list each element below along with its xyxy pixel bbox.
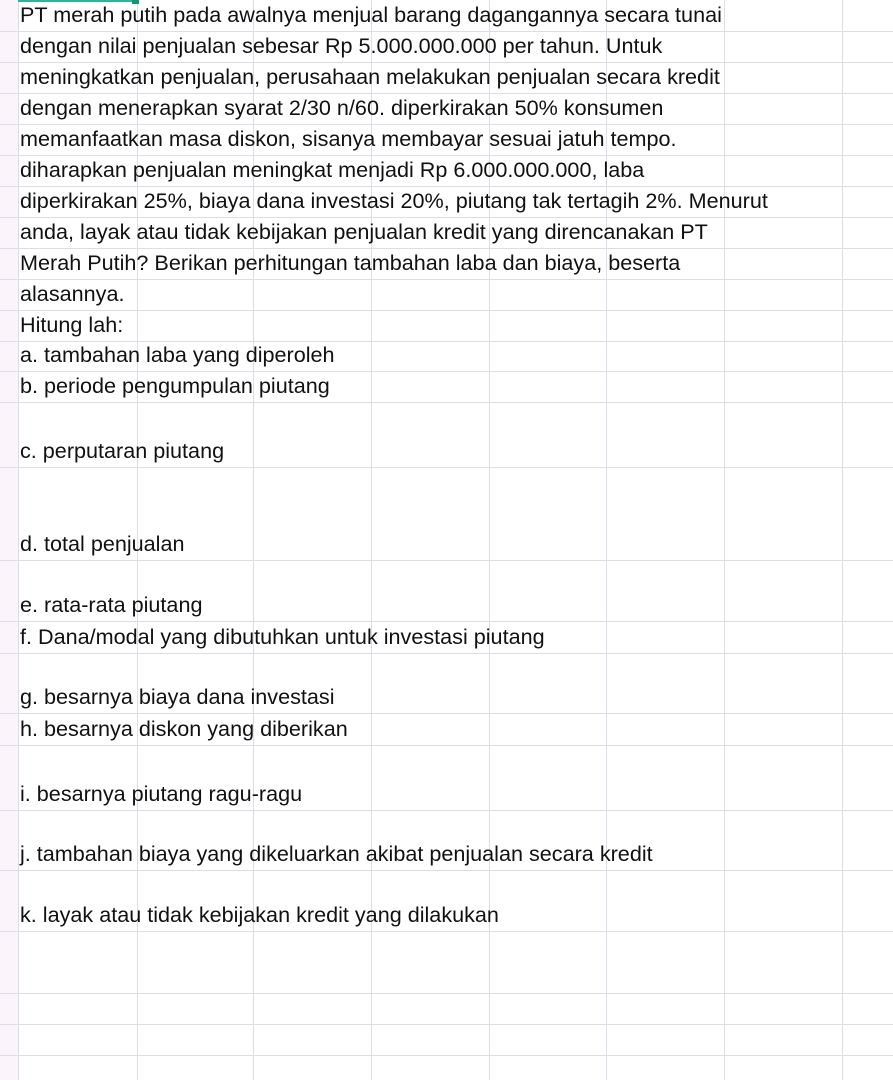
row-gridline xyxy=(0,93,893,94)
cell-text[interactable]: Hitung lah: xyxy=(20,312,124,337)
cell-text[interactable]: memanfaatkan masa diskon, sisanya membayar sesuai jatuh tempo. xyxy=(20,126,677,151)
cell-text[interactable]: c. perputaran piutang xyxy=(20,438,225,463)
row-gridline xyxy=(0,31,893,32)
column-gridline xyxy=(724,0,725,1080)
cell-text[interactable]: Merah Putih? Berikan perhitungan tambahan laba dan biaya, beserta xyxy=(20,250,681,275)
cell-text[interactable]: k. layak atau tidak kebijakan kredit yang dilakukan xyxy=(20,902,499,927)
cell-text[interactable]: e. rata-rata piutang xyxy=(20,592,203,617)
cell-text[interactable]: alasannya. xyxy=(20,281,125,306)
row-gridline xyxy=(0,124,893,125)
row-gridline xyxy=(0,560,893,561)
cell-text[interactable]: dengan menerapkan syarat 2/30 n/60. diperkirakan 50% konsumen xyxy=(20,95,664,120)
row-gridline xyxy=(0,1055,893,1056)
row-gridline xyxy=(0,155,893,156)
cell-text[interactable]: j. tambahan biaya yang dikeluarkan akibat penjualan secara kredit xyxy=(20,841,653,866)
row-gridline xyxy=(0,217,893,218)
cell-text[interactable]: b. periode pengumpulan piutang xyxy=(20,373,330,398)
row-gridline xyxy=(0,248,893,249)
cell-text[interactable]: meningkatkan penjualan, perusahaan melakukan penjualan secara kredit xyxy=(20,64,720,89)
row-gridline xyxy=(0,1024,893,1025)
row-gridline xyxy=(0,186,893,187)
cell-text[interactable]: h. besarnya diskon yang diberikan xyxy=(20,716,348,741)
cell-text[interactable]: diperkirakan 25%, biaya dana investasi 20%, piutang tak tertagih 2%. Menurut xyxy=(20,188,768,213)
row-gridline xyxy=(0,62,893,63)
cell-text[interactable]: diharapkan penjualan meningkat menjadi Rp 6.000.000.000, laba xyxy=(20,157,645,182)
row-gridline xyxy=(0,993,893,994)
row-gridline xyxy=(0,467,893,468)
cell-text[interactable]: dengan nilai penjualan sebesar Rp 5.000.000.000 per tahun. Untuk xyxy=(20,33,663,58)
cell-text[interactable]: PT merah putih pada awalnya menjual barang dagangannya secara tunai xyxy=(20,2,722,27)
row-gridline xyxy=(0,621,893,622)
cell-text[interactable]: g. besarnya biaya dana investasi xyxy=(20,684,335,709)
cell-text[interactable]: anda, layak atau tidak kebijakan penjualan kredit yang direncanakan PT xyxy=(20,219,708,244)
cell-text[interactable]: i. besarnya piutang ragu-ragu xyxy=(20,781,303,806)
cell-text[interactable]: f. Dana/modal yang dibutuhkan untuk investasi piutang xyxy=(20,624,545,649)
row-gridline xyxy=(0,713,893,714)
cell-text[interactable]: d. total penjualan xyxy=(20,531,185,556)
row-header-column[interactable] xyxy=(0,0,19,1080)
row-gridline xyxy=(0,402,893,403)
row-gridline xyxy=(0,310,893,311)
row-gridline xyxy=(0,279,893,280)
row-gridline xyxy=(0,931,893,932)
row-gridline xyxy=(0,371,893,372)
column-gridline xyxy=(842,0,843,1080)
cell-text[interactable]: a. tambahan laba yang diperoleh xyxy=(20,342,335,367)
row-gridline xyxy=(0,653,893,654)
row-gridline xyxy=(0,745,893,746)
row-gridline xyxy=(0,870,893,871)
row-gridline xyxy=(0,810,893,811)
